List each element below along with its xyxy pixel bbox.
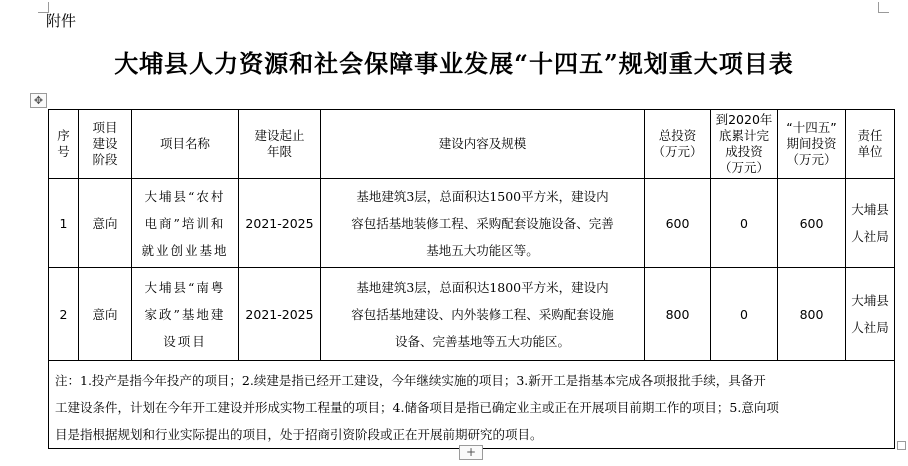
document-title: 大埔县人力资源和社会保障事业发展“十四五”规划重大项目表: [114, 49, 794, 78]
margin-corner-mark-right: [878, 2, 889, 13]
header-cumulative-investment: 到2020年 底累计完 成投资 （万元）: [711, 110, 778, 179]
cell-stage: 意向: [79, 179, 132, 268]
header-responsible-unit: 责任 单位: [846, 110, 895, 179]
cell-seq: 1: [49, 179, 79, 268]
cell-cumulative-investment: 0: [711, 179, 778, 268]
cell-total-investment: 800: [645, 268, 711, 361]
cell-responsible-unit: 大埔县 人社局: [846, 268, 895, 361]
add-row-icon[interactable]: +: [459, 445, 483, 460]
cell-total-investment: 600: [645, 179, 711, 268]
cell-responsible-unit: 大埔县 人社局: [846, 179, 895, 268]
table-move-handle-icon[interactable]: ✥: [30, 93, 47, 108]
table-resize-handle[interactable]: [897, 441, 906, 450]
note-cell: 注：1.投产是指今年投产的项目；2.续建是指已经开工建设，今年继续实施的项目；3.新开工是指基本完成各项报批手续，具备开 工建设条件，计划在今年开工建设并形成实物工程量的项目；4.储备项目是指已确定业主或正在开展项目前期工作的项目；5.意向项 目是指根据规划和行业实际提出的项目，处于招商引资阶段或正在开展前期研究的项目。: [49, 361, 895, 449]
header-period: 建设起止 年限: [239, 110, 321, 179]
annex-label: 附件: [46, 12, 77, 30]
table-header-row: [49, 110, 895, 179]
header-stage: 项目 建设 阶段: [79, 110, 132, 179]
cell-project-name: 大埔县“农村 电商”培训和 就业创业基地: [132, 179, 239, 268]
cell-content: 基地建筑3层，总面积达1800平方米，建设内 容包括基地建设、内外装修工程、采购配套设施 设备、完善基地等五大功能区。: [321, 268, 645, 361]
cell-period: 2021-2025: [239, 179, 321, 268]
header-name: 项目名称: [132, 110, 239, 179]
table-row: [49, 268, 895, 361]
header-seq: 序 号: [49, 110, 79, 179]
cell-plan-investment: 800: [778, 268, 846, 361]
cell-stage: 意向: [79, 268, 132, 361]
table-row: [49, 179, 895, 268]
header-content: 建设内容及规模: [321, 110, 645, 179]
cell-content: 基地建筑3层，总面积达1500平方米，建设内 容包括基地装修工程、采购配套设施设备、完善 基地五大功能区等。: [321, 179, 645, 268]
cell-project-name: 大埔县“南粤 家政”基地建 设项目: [132, 268, 239, 361]
note-row: [49, 361, 895, 449]
header-total-investment: 总投资 （万元）: [645, 110, 711, 179]
cell-plan-investment: 600: [778, 179, 846, 268]
cell-period: 2021-2025: [239, 268, 321, 361]
header-plan-investment: “十四五” 期间投资 （万元）: [778, 110, 846, 179]
cell-seq: 2: [49, 268, 79, 361]
cell-cumulative-investment: 0: [711, 268, 778, 361]
project-table: [48, 109, 895, 449]
